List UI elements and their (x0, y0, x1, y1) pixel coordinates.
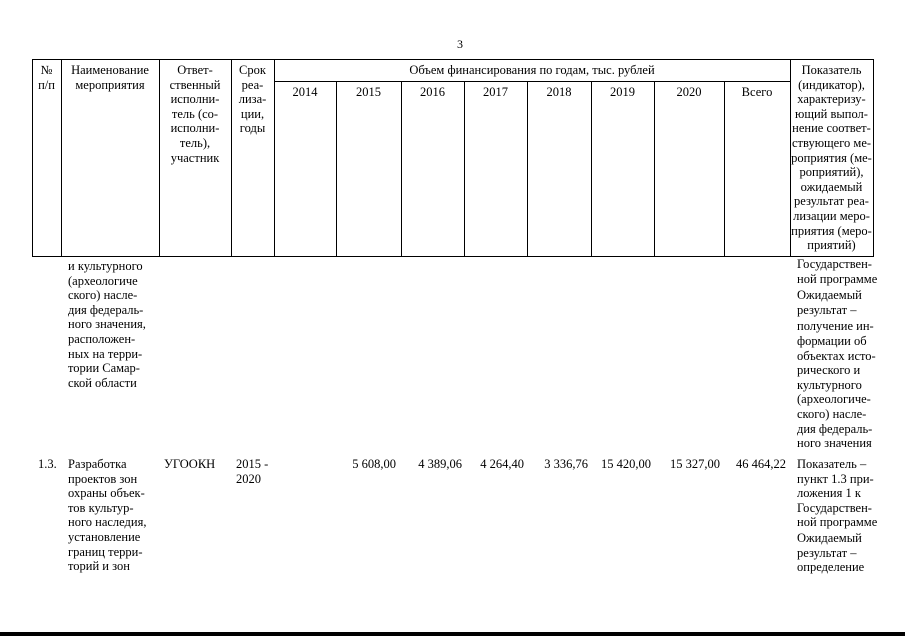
row-indicator: результат – (797, 545, 857, 560)
header-indicator: роприятий), (799, 165, 864, 180)
continued-indicator: формации об (797, 334, 867, 348)
header-indicator: Показатель (801, 63, 862, 77)
header-responsible: исполни- (170, 121, 220, 136)
row-value: 3 336,76 (544, 457, 588, 471)
header-indicator: нение соответ- (792, 121, 871, 136)
header-year: Всего (741, 85, 773, 99)
table-rule (274, 81, 790, 82)
row-value: 4 389,06 (418, 457, 462, 471)
header-indicator: ствующего ме- (791, 136, 872, 150)
continued-name: расположен- (68, 332, 136, 346)
header-responsible: участник (170, 150, 220, 165)
table-rule (654, 81, 655, 256)
header-responsible: ственный (169, 77, 221, 92)
header-term: Срок (239, 63, 266, 77)
continued-indicator: культурного (797, 377, 862, 392)
row-responsible: УГООКН (164, 457, 216, 471)
table-rule (591, 81, 592, 256)
continued-indicator: Государствен- (797, 257, 872, 271)
header-year: 2015 (356, 85, 381, 99)
header-responsible: тель), (179, 136, 211, 150)
bottom-border (0, 632, 905, 636)
header-term: годы (239, 121, 266, 136)
continued-indicator: ной программе (797, 271, 878, 286)
row-name: установление (68, 530, 141, 544)
header-indicator: результат реа- (794, 194, 869, 209)
continued-name: дия федераль- (68, 302, 144, 317)
header-indicator: (индикатор), (798, 77, 865, 92)
header-name: мероприятия (75, 77, 145, 92)
page-number: 3 (457, 37, 463, 51)
header-term: реа- (241, 77, 264, 92)
row-name: границ терри- (68, 544, 143, 559)
row-indicator: ной программе (797, 515, 878, 530)
header-indicator: приятия (меро- (791, 223, 872, 238)
row-indicator: ложения 1 к (797, 486, 861, 501)
row-indicator: определение (797, 560, 865, 575)
row-indicator: Государствен- (797, 500, 872, 515)
row-name: охраны объек- (68, 486, 145, 501)
header-year: 2016 (420, 85, 445, 99)
continued-name: (археологиче (68, 273, 138, 288)
header-indicator: характеризу- (797, 92, 866, 107)
header-year: 2019 (610, 85, 635, 99)
continued-indicator: (археологиче- (797, 392, 871, 407)
row-indicator: Показатель – (797, 457, 867, 471)
row-value: 4 264,40 (480, 457, 524, 471)
continued-indicator: результат – (797, 302, 857, 317)
row-name: тов культур- (68, 500, 134, 515)
header-num: № (40, 63, 53, 77)
table-rule (527, 81, 528, 256)
row-name: ного наследия, (68, 515, 147, 530)
header-year: 2014 (292, 85, 318, 99)
continued-indicator: Ожидаемый (797, 288, 862, 303)
continued-indicator: ного значения (797, 436, 872, 451)
continued-name: ного значения, (68, 317, 146, 332)
header-term: лиза- (238, 92, 267, 107)
row-name: торий и зон (68, 559, 130, 574)
row-name: проектов зон (68, 471, 138, 486)
header-year: 2017 (483, 85, 508, 99)
continued-name: ской области (68, 375, 137, 390)
header-responsible: Ответ- (177, 63, 213, 77)
row-value: 15 327,00 (670, 457, 720, 471)
table-rule (401, 81, 402, 256)
header-num: п/п (38, 77, 55, 92)
header-responsible: тель (со- (171, 106, 219, 121)
header-indicator: ющий выпол- (795, 106, 868, 121)
row-value: 15 420,00 (601, 457, 651, 471)
header-term: ции, (240, 106, 265, 121)
continued-name: ных на терри- (68, 346, 143, 361)
row-name: Разработка (68, 457, 127, 471)
header-indicator: приятий) (807, 238, 856, 253)
continued-name: тории Самар- (68, 361, 140, 376)
row-term: 2015 - (236, 457, 269, 471)
row-term: 2020 (236, 471, 261, 486)
header-indicator: роприятия (ме- (791, 150, 872, 165)
continued-indicator: объектах исто- (797, 348, 876, 363)
header-name: Наименование (71, 63, 149, 77)
continued-indicator: дия федераль- (797, 421, 873, 436)
table-rule (464, 81, 465, 256)
row-value: 5 608,00 (352, 457, 396, 471)
table-rule (336, 81, 337, 256)
header-indicator: ожидаемый (800, 179, 863, 194)
row-number: 1.3. (38, 457, 57, 471)
table-rule (32, 256, 874, 257)
continued-name: ского) насле- (68, 288, 138, 303)
continued-name: и культурного (68, 259, 143, 273)
table-rule (724, 81, 725, 256)
table-rule (873, 59, 874, 256)
header-indicator: лизации меро- (793, 209, 870, 223)
header-year: 2020 (676, 85, 702, 99)
row-indicator: Ожидаемый (797, 531, 862, 545)
header-funding-title: Объем финансирования по годам, тыс. рублей (409, 63, 655, 77)
continued-indicator: рического и (797, 363, 861, 378)
continued-indicator: получение ин- (797, 319, 874, 334)
row-value: 46 464,22 (736, 457, 786, 471)
header-year: 2018 (546, 85, 572, 99)
header-responsible: исполни- (170, 92, 220, 107)
row-indicator: пункт 1.3 при- (797, 471, 874, 486)
continued-indicator: ского) насле- (797, 407, 867, 421)
